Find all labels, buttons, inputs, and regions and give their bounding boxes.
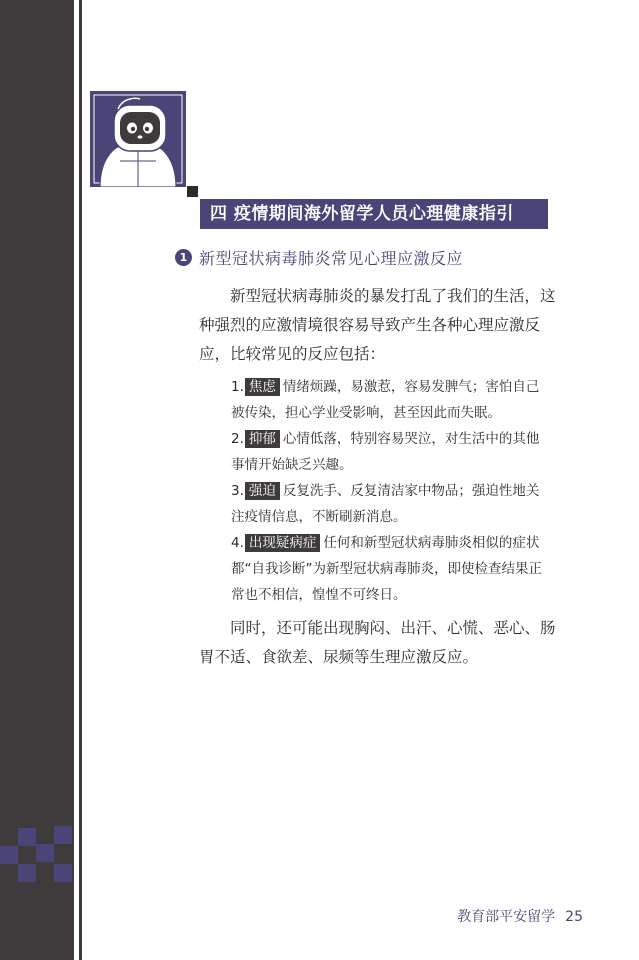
item-text: 情绪烦躁，易激惹，容易发脾气；害怕自己被传染，担心学业受影响，甚至因此而失眠。 — [231, 379, 540, 421]
item-text: 心情低落，特别容易哭泣，对生活中的其他事情开始缺乏兴趣。 — [231, 431, 540, 473]
item-number: 2. — [231, 431, 244, 447]
item-tag: 抑郁 — [245, 430, 280, 448]
intro-text: 新型冠状病毒肺炎的暴发打乱了我们的生活，这种强烈的应激情境很容易导致产生各种心理应激反应，比较常见的反应包括： — [199, 287, 556, 363]
item-number: 3. — [231, 483, 244, 499]
astronaut-panda-illustration — [90, 91, 186, 187]
heading-corner-square — [187, 186, 198, 197]
closing-text: 同时，还可能出现胸闷、出汗、心慌、恶心、肠胃不适、食欲差、尿频等生理应激反应。 — [199, 619, 556, 666]
left-divider-line — [79, 0, 82, 960]
reaction-item — [231, 426, 551, 478]
subsection-title: 新型冠状病毒肺炎常见心理应激反应 — [199, 249, 464, 268]
item-text: 反复洗手、反复清洁家中物品；强迫性地关注疫情信息，不断刷新消息。 — [231, 483, 540, 525]
left-sidebar-band — [0, 0, 74, 960]
item-tag: 出现疑病症 — [245, 534, 321, 552]
reaction-item — [231, 374, 551, 426]
section-title: 四 疫情期间海外留学人员心理健康指引 — [200, 199, 548, 229]
closing-paragraph — [199, 614, 559, 672]
item-tag: 强迫 — [245, 482, 280, 500]
reaction-item — [231, 478, 551, 530]
subsection-heading — [175, 246, 463, 269]
item-number: 1. — [231, 379, 244, 395]
footer-publisher: 教育部平安留学 — [457, 909, 556, 925]
item-number: 4. — [231, 535, 244, 551]
checker-pattern-decoration — [0, 826, 74, 884]
page-number: 25 — [565, 909, 583, 925]
reaction-item — [231, 530, 551, 608]
subsection-number-badge: 1 — [175, 249, 192, 266]
intro-paragraph — [199, 282, 559, 369]
item-tag: 焦虑 — [245, 378, 280, 396]
page-footer — [457, 906, 583, 926]
item-text: 任何和新型冠状病毒肺炎相似的症状都“自我诊断”为新型冠状病毒肺炎，即使检查结果正常也不相信，惶惶不可终日。 — [231, 535, 542, 603]
